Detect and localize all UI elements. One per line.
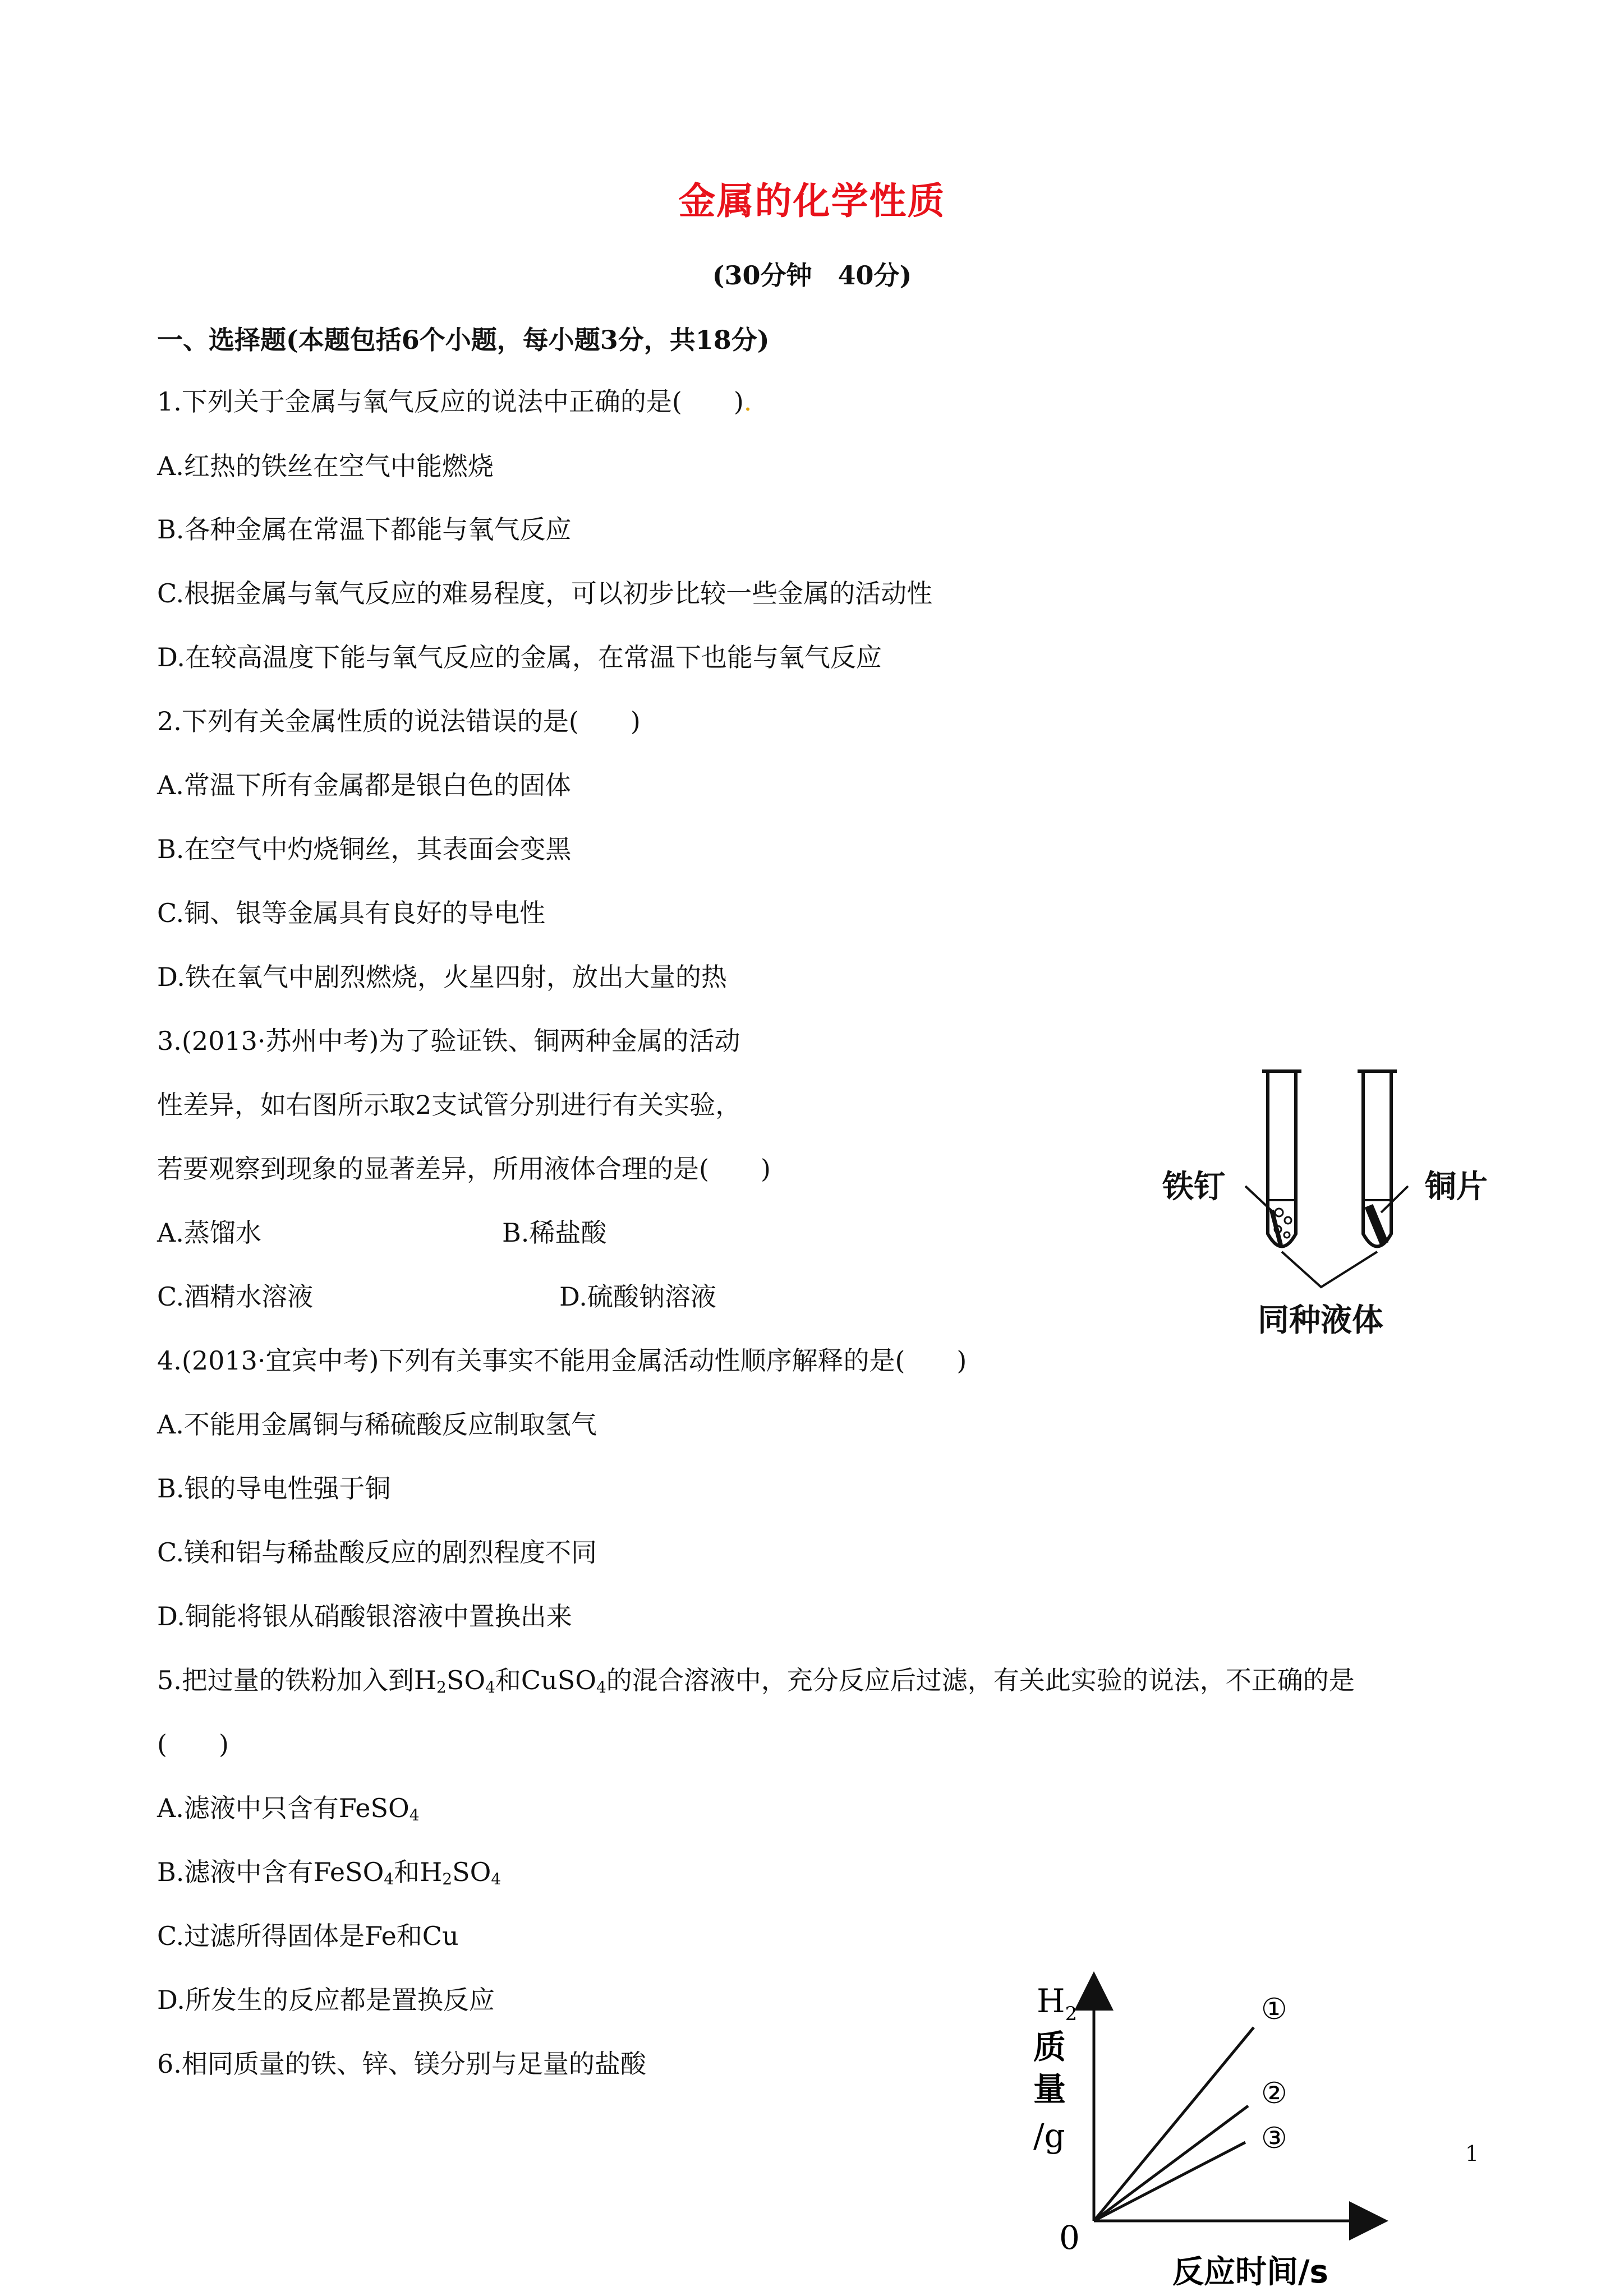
y-axis-label-char-2: 量 [1033,2070,1066,2108]
series-line-3 [1094,2142,1245,2221]
series-line-2 [1094,2106,1248,2221]
q4-option-c: C.镁和铝与稀盐酸反应的剧烈程度不同 [157,1537,597,1567]
q2-option-d: D.铁在氧气中剧烈燃烧，火星四射，放出大量的热 [157,962,727,992]
series-label-1: ① [1261,1993,1287,2026]
q2-option-a: A.常温下所有金属都是银白色的固体 [157,770,571,800]
q4-option-a: A.不能用金属铜与稀硫酸反应制取氢气 [157,1409,597,1440]
q5-stem: 5.把过量的铁粉加入到$H_2SO_4$和CuSO$_4$的混合溶液中，充分反应后过滤，有关此实验的说法，不正确的是 [157,1665,1355,1696]
q1-option-b: B.各种金属在常温下都能与氧气反应 [157,514,572,545]
q4-stem: 4.(2013·宜宾中考)下列有关事实不能用金属活动性顺序解释的是( ) [157,1345,967,1376]
q3-stem-line2: 性差异，如右图所示取2支试管分别进行有关实验， [157,1090,742,1120]
q4-option-b: B.银的导电性强于铜 [157,1473,391,1504]
q2-stem: 2.下列有关金属性质的说法错误的是( ) [157,706,641,736]
q6-stem: 6.相同质量的铁、锌、镁分别与足量的盐酸 [157,2049,646,2079]
origin-label: 0 [1059,2219,1080,2257]
q4-option-d: D.铜能将银从硝酸银溶液中置换出来 [157,1601,572,1631]
h2-mass-chart [1010,1968,1459,2296]
q3-stem-line3: 若要观察到现象的显著差异，所用液体合理的是( ) [157,1154,771,1184]
x-axis-label: 反应时间/s [1172,2254,1328,2290]
time-score-subtitle: (30分钟 40分) [712,260,912,291]
q1-stem: 1.下列关于金属与氧气反应的说法中正确的是( ). [157,386,752,417]
q5-option-a: A.滤液中只含有FeSO$_4$ [157,1793,420,1824]
section-heading: 一、选择题(本题包括6个小题，每小题3分，共18分) [157,325,770,355]
q5-answer-paren: ( ) [157,1729,229,1759]
q5-option-c: C.过滤所得固体是Fe和Cu [157,1921,459,1951]
q3-option-c: C.酒精水溶液 [157,1281,314,1312]
copper-sheet-label: 铜片 [1425,1169,1488,1205]
q1-option-c: C.根据金属与氧气反应的难易程度，可以初步比较一些金属的活动性 [157,578,933,608]
same-liquid-label: 同种液体 [1258,1302,1383,1339]
page-number: 1 [1465,2141,1479,2166]
q3-option-b: B.稀盐酸 [502,1218,607,1248]
y-axis-label-char-1: 质 [1033,2028,1066,2066]
q5-option-b: B.滤液中含有FeSO$_4$和$H_2SO_4$ [157,1857,502,1888]
series-label-3: ③ [1261,2122,1287,2155]
page-title: 金属的化学性质 [678,179,946,223]
iron-nail-label: 铁钉 [1162,1169,1225,1205]
y-axis-label-h: $H_2$ [1037,1982,1078,2025]
series-label-2: ② [1261,2077,1287,2110]
y-axis-label-char-3: /g [1033,2117,1065,2155]
q5-option-d: D.所发生的反应都是置换反应 [157,1985,495,2015]
q3-option-d: D.硫酸钠溶液 [559,1281,716,1312]
q2-option-b: B.在空气中灼烧铜丝，其表面会变黑 [157,834,572,864]
q2-option-c: C.铜、银等金属具有良好的导电性 [157,898,546,928]
series-line-1 [1094,2027,1254,2221]
q1-option-d: D.在较高温度下能与氧气反应的金属，在常温下也能与氧气反应 [157,642,882,672]
q3-stem-line1: 3.(2013·苏州中考)为了验证铁、铜两种金属的活动 [157,1026,740,1056]
q1-option-a: A.红热的铁丝在空气中能燃烧 [157,451,494,481]
q3-option-a: A.蒸馏水 [157,1218,261,1248]
